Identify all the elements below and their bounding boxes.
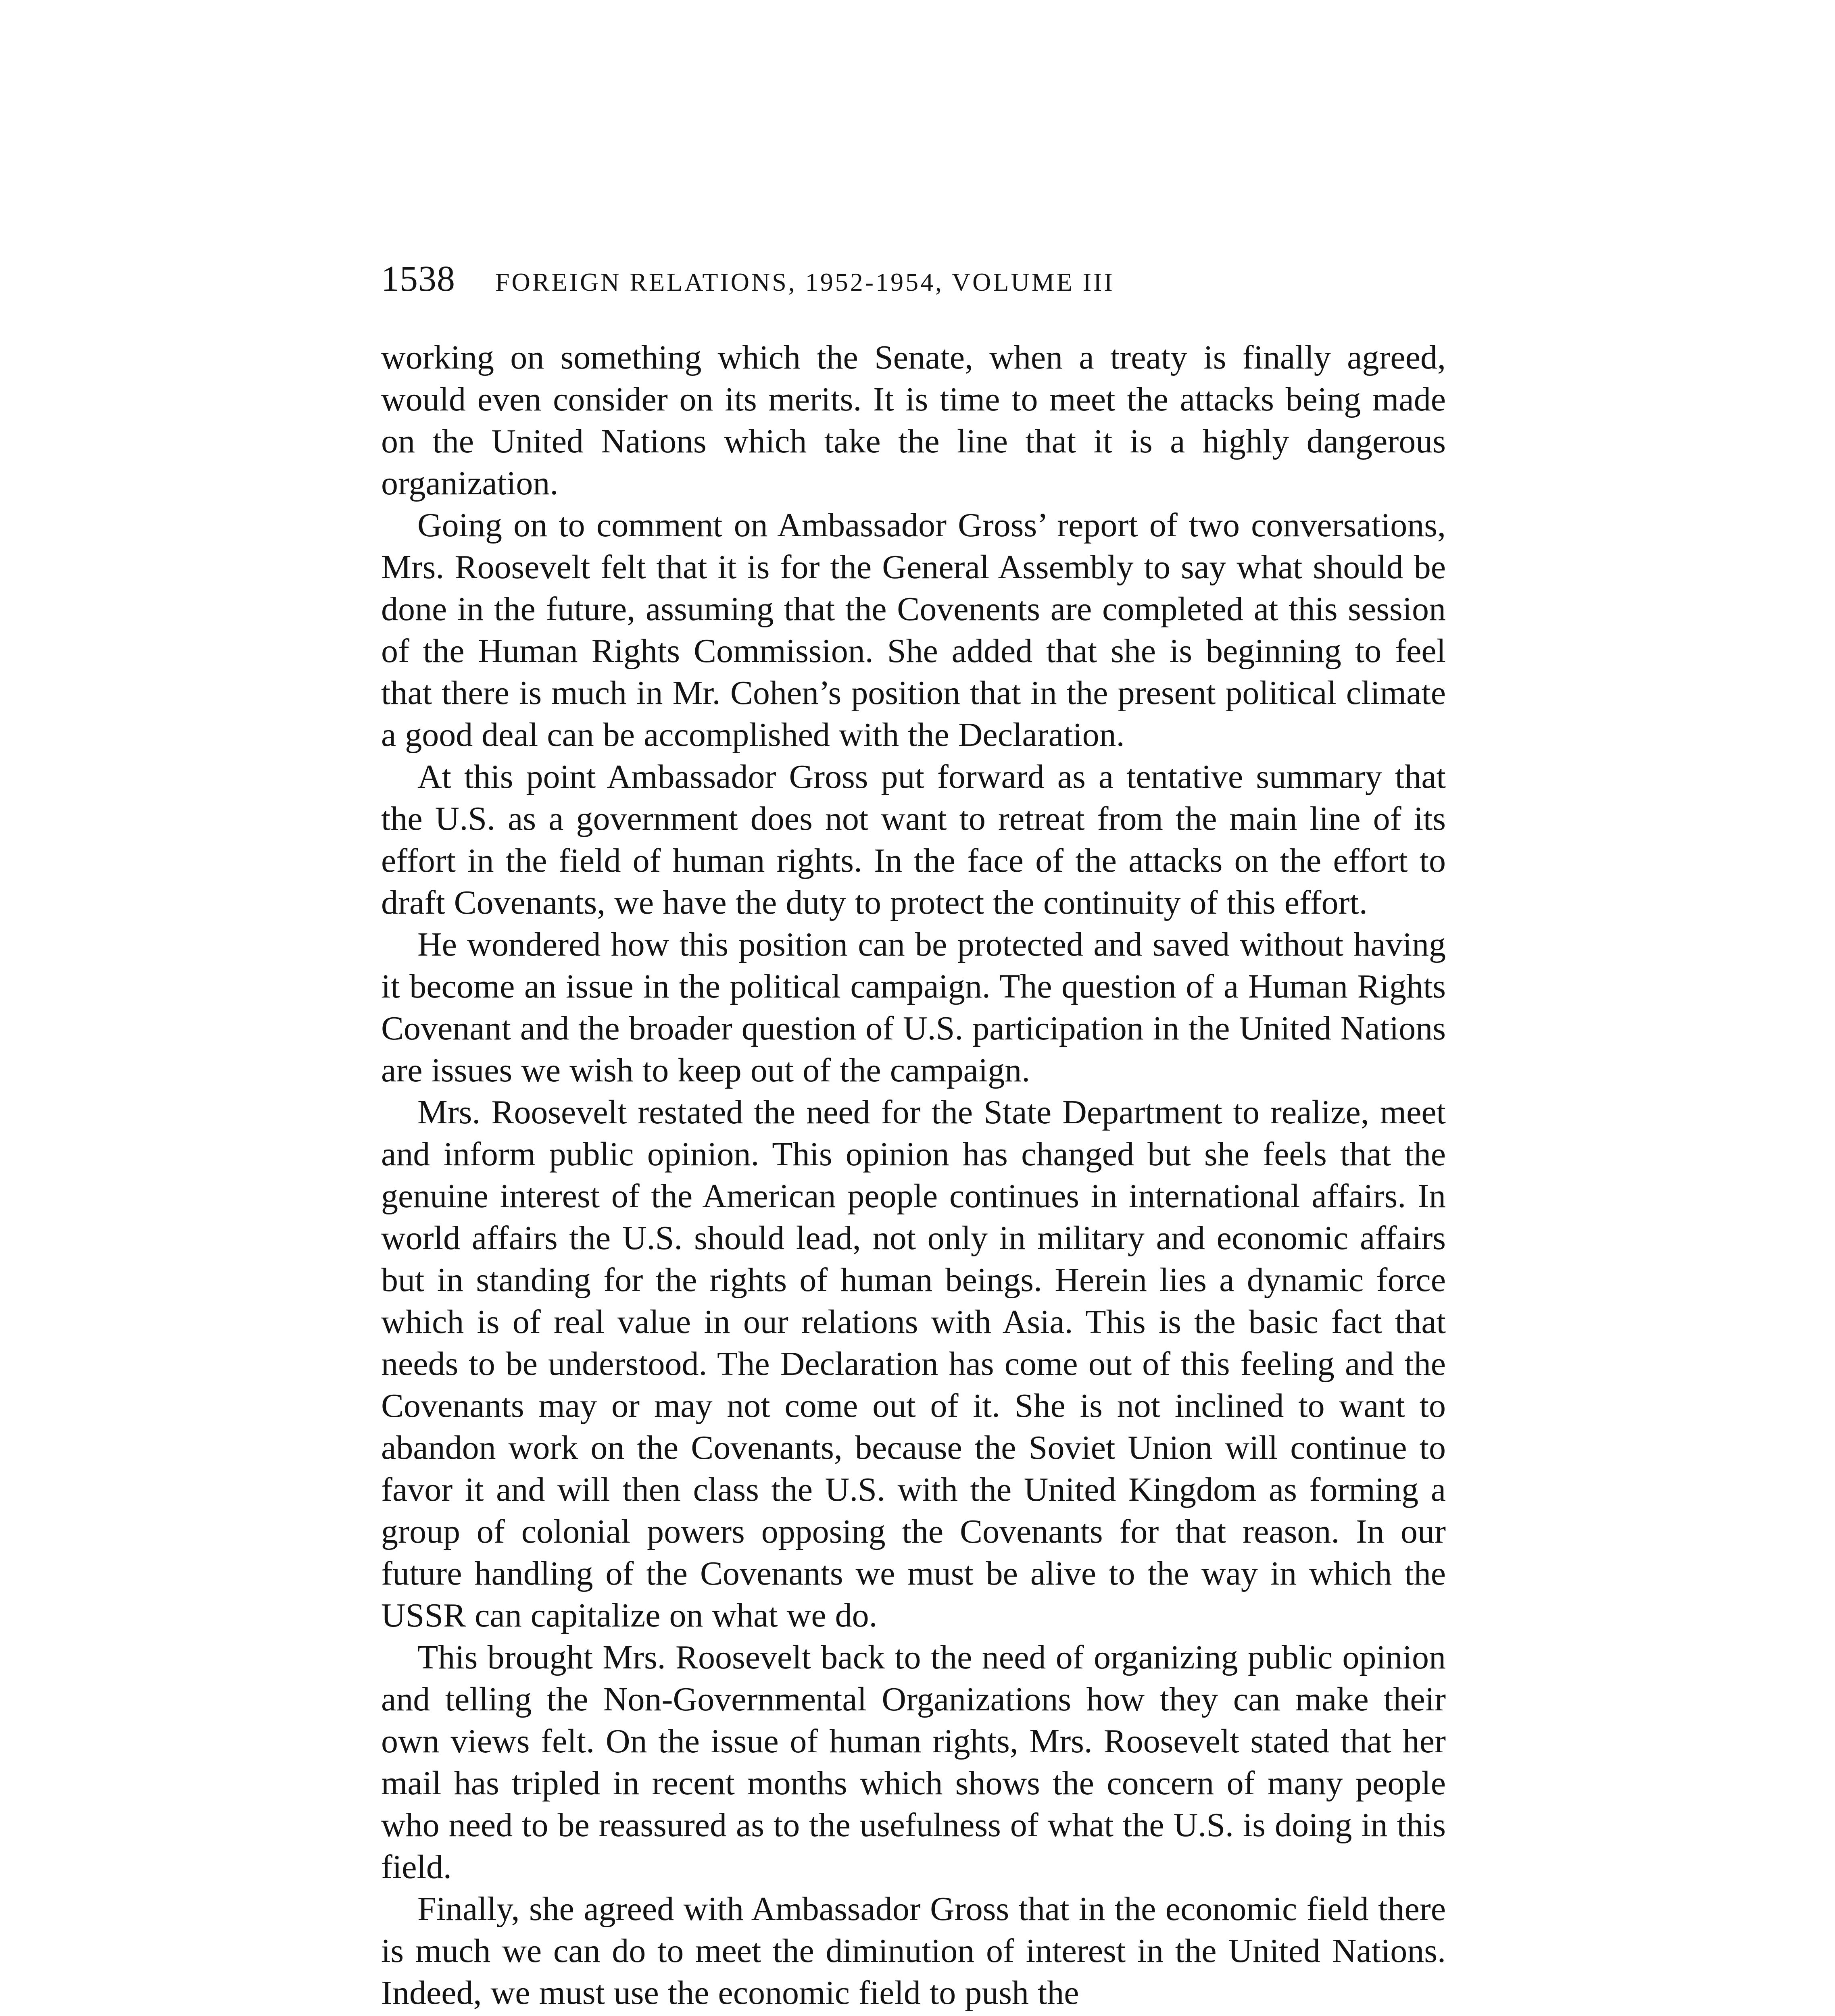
paragraph-1: working on something which the Senate, when a treaty is finally agreed, would even consider on its merits. It is time to meet the attacks being made on the United Nations which take the line that it is a highly dangerous organization. — [381, 339, 1446, 502]
body-text — [381, 337, 1446, 2014]
paragraph-2: Going on to comment on Ambassador Gross’ report of two conversations, Mrs. Roosevelt felt that it is for the General Assembly to say what should be done in the future, assuming that the Covenents are completed at this session of the Human Rights Commission. She added that she is beginning to feel that there is much in Mr. Cohen’s position that in the present political climate a good deal can be accomplished with the Declaration. — [381, 506, 1446, 754]
running-header — [381, 258, 1450, 306]
paragraph-3: At this point Ambassador Gross put forward as a tentative summary that the U.S. as a government does not want to retreat from the main line of its effort in the field of human rights. In the face of the attacks on the effort to draft Covenants, we have the duty to protect the continuity of this effort. — [381, 758, 1446, 921]
paragraph-6: This brought Mrs. Roosevelt back to the need of organizing public opinion and telling the Non-Governmental Organizations how they can make their own views felt. On the issue of human rights, Mrs. Roosevelt stated that her mail has tripled in recent months which shows the concern of many people who need to be reassured as to the usefulness of what the U.S. is doing in this field. — [381, 1639, 1446, 1886]
running-title: FOREIGN RELATIONS, 1952-1954, VOLUME III — [495, 268, 1115, 296]
paragraph-5: Mrs. Roosevelt restated the need for the State Department to realize, meet and inform public opinion. This opinion has changed but she feels that the genuine interest of the American people continues in international affairs. In world affairs the U.S. should lead, not only in military and economic affairs but in standing for the rights of human beings. Herein lies a dynamic force which is of real value in our relations with Asia. This is the basic fact that needs to be understood. The Declaration has come out of this feeling and the Covenants may or may not come out of it. She is not inclined to want to abandon work on the Covenants, because the Soviet Union will continue to favor it and will then class the U.S. with the United Kingdom as forming a group of colonial powers opposing the Covenants for that reason. In our future handling of the Covenants we must be alive to the way in which the USSR can capitalize on what we do. — [381, 1093, 1446, 1634]
paragraph-7: Finally, she agreed with Ambassador Gross that in the economic field there is much we can do to meet the diminution of interest in the United Nations. Indeed, we must use the economic field to push the — [381, 1890, 1446, 2012]
page-number: 1538 — [381, 259, 455, 299]
paragraph-4: He wondered how this position can be protected and saved without having it become an issue in the political campaign. The question of a Human Rights Covenant and the broader question of U.S. participation in the United Nations are issues we wish to keep out of the campaign. — [381, 926, 1446, 1089]
